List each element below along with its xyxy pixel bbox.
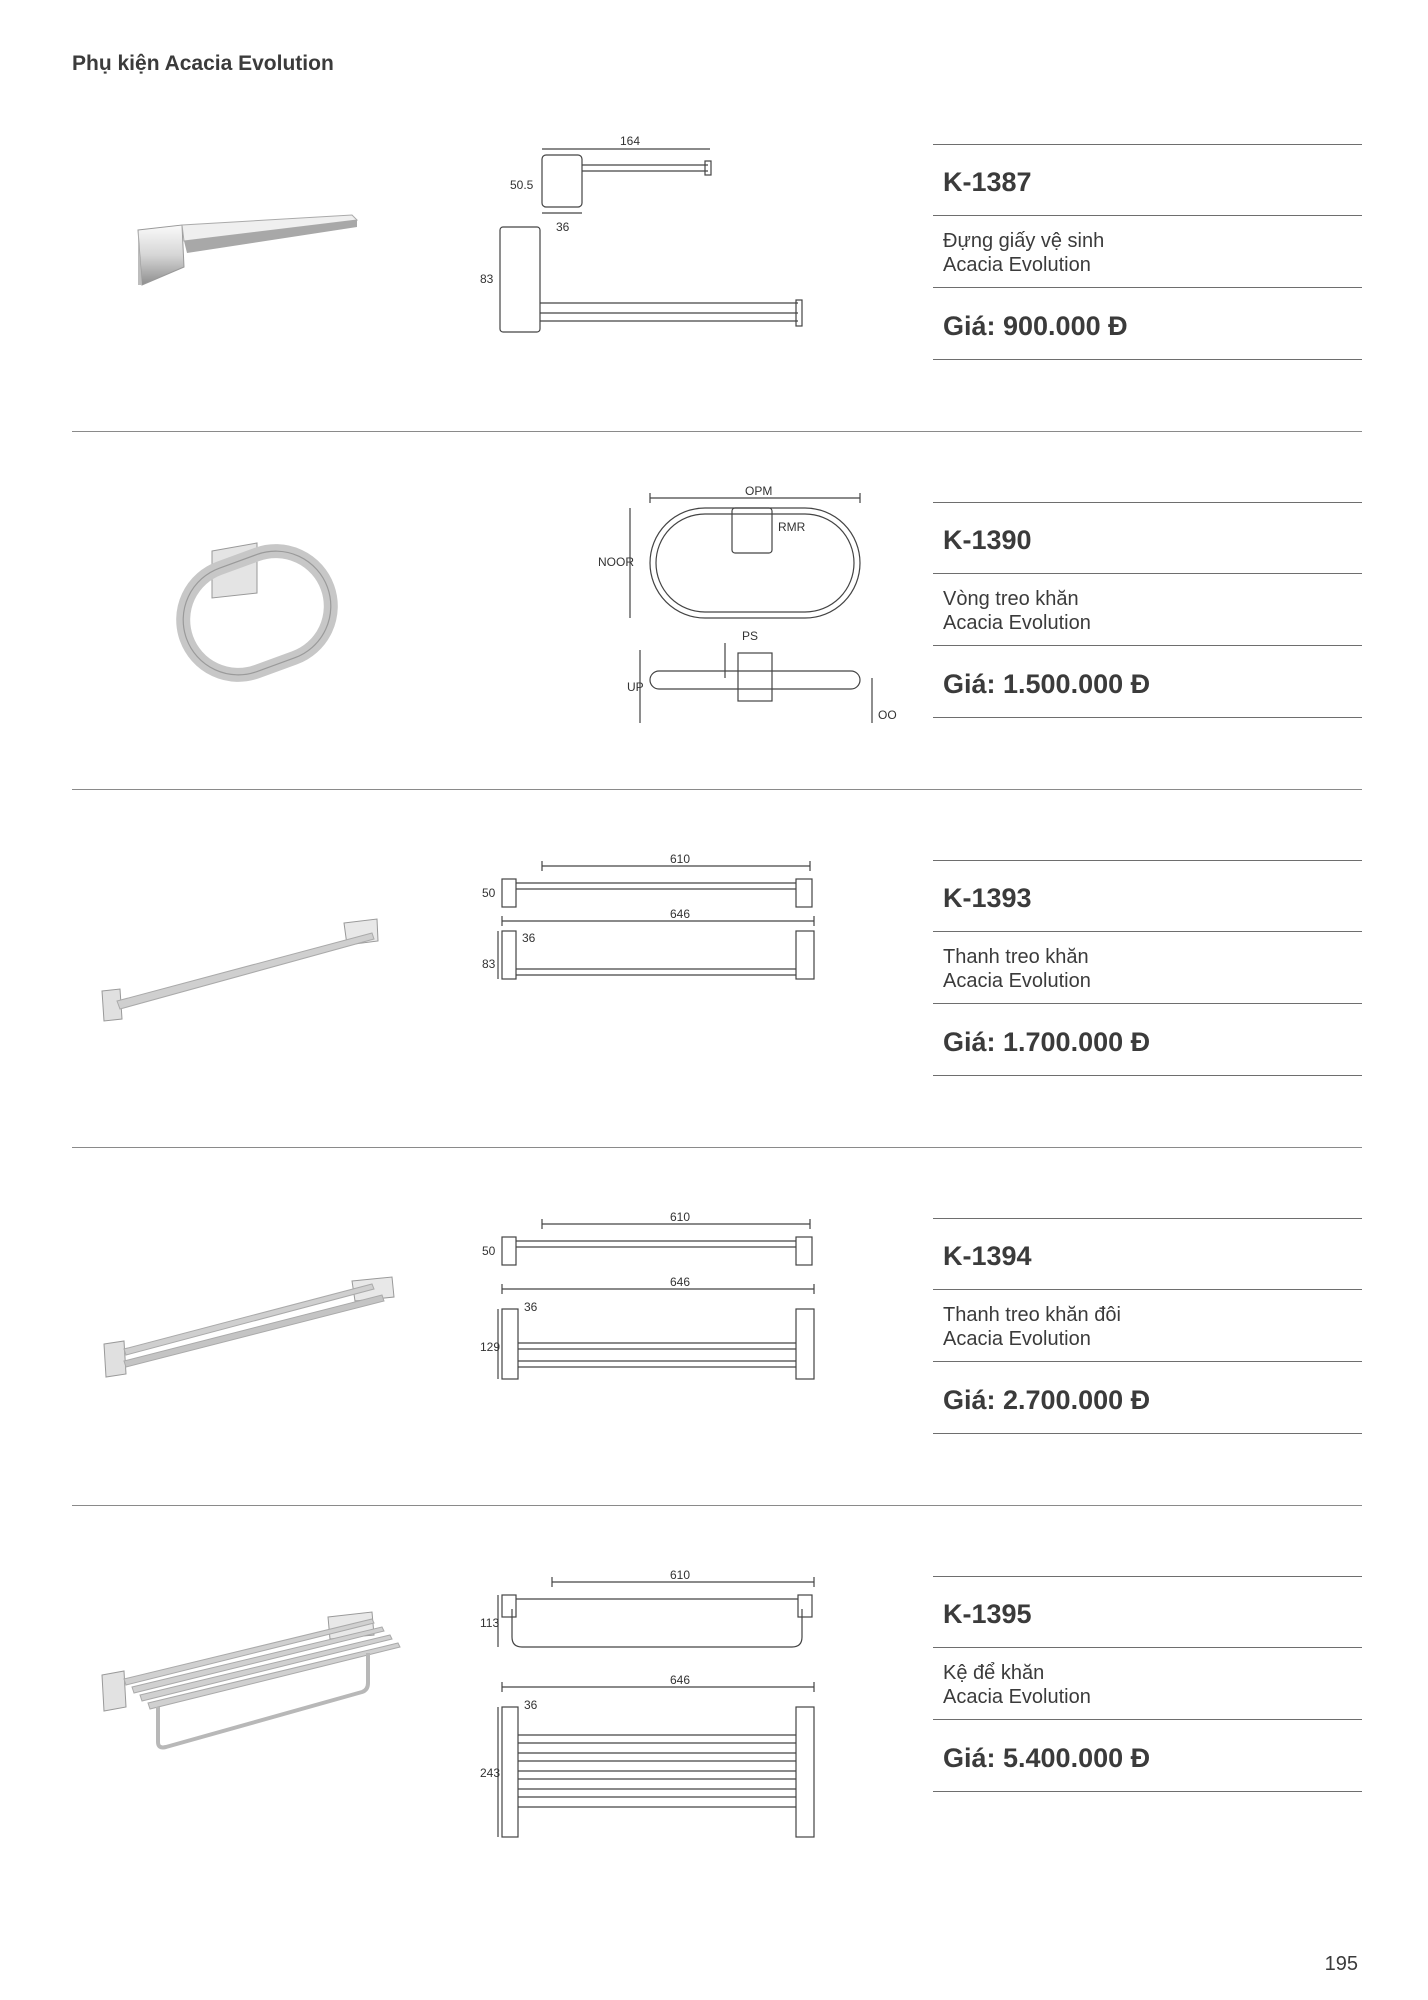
dimension-label: 83 — [482, 957, 496, 971]
page-title: Phụ kiện Acacia Evolution — [72, 52, 334, 75]
dimension-label: 36 — [524, 1698, 538, 1712]
product-price: Giá: 900.000 Đ — [943, 311, 1128, 341]
divider — [72, 1505, 1362, 1506]
dimension-label: 646 — [670, 1673, 691, 1687]
technical-drawing — [480, 1557, 950, 1915]
product-k1395 — [72, 1557, 1362, 1915]
divider — [72, 1147, 1362, 1148]
product-k1390 — [72, 483, 1362, 841]
technical-drawing — [480, 841, 950, 1199]
technical-drawing — [480, 1199, 950, 1557]
dimension-label: 36 — [522, 931, 536, 945]
dimension-label: 129 — [480, 1340, 501, 1354]
technical-drawing — [480, 125, 950, 483]
dimension-label: 610 — [670, 1210, 691, 1224]
dimension-label: UP — [627, 680, 644, 694]
dimension-label: OO — [878, 708, 897, 722]
dimension-label: 610 — [670, 852, 691, 866]
product-code: K-1393 — [943, 883, 1032, 913]
product-code: K-1395 — [943, 1599, 1032, 1629]
divider — [72, 431, 1362, 432]
divider — [72, 789, 1362, 790]
dimension-label: PS — [742, 629, 759, 643]
dimension-label: 646 — [670, 1275, 691, 1289]
product-price: Giá: 1.500.000 Đ — [943, 669, 1151, 699]
product-photo-towel-ring — [72, 483, 462, 841]
dimension-label: 50 — [482, 886, 496, 900]
product-price: Giá: 2.700.000 Đ — [943, 1385, 1151, 1415]
dimension-label: NOOR — [598, 555, 634, 569]
product-photo-paper-holder — [72, 125, 462, 483]
product-k1394 — [72, 1199, 1362, 1557]
product-name: Thanh treo khăn đôi — [943, 1304, 1121, 1326]
product-series: Acacia Evolution — [943, 1686, 1091, 1708]
product-code: K-1390 — [943, 525, 1032, 555]
product-k1393 — [72, 841, 1362, 1199]
page-number: 195 — [1324, 1953, 1358, 1975]
dimension-label: 243 — [480, 1766, 501, 1780]
product-price: Giá: 1.700.000 Đ — [943, 1027, 1151, 1057]
dimension-label: 610 — [670, 1568, 691, 1582]
product-code: K-1387 — [943, 167, 1032, 197]
product-code: K-1394 — [943, 1241, 1032, 1271]
dimension-label: 113 — [480, 1616, 500, 1630]
product-info — [933, 1199, 1362, 1557]
dimension-label: 50.5 — [510, 178, 534, 192]
dimension-label: OPM — [745, 484, 773, 498]
product-k1387 — [72, 125, 1362, 483]
dimension-label: 50 — [482, 1244, 496, 1258]
dimension-label: 646 — [670, 907, 691, 921]
dimension-label: RMR — [778, 520, 806, 534]
dimension-label: 164 — [620, 134, 641, 148]
product-info — [933, 125, 1362, 483]
dimension-label: 36 — [556, 220, 570, 234]
dimension-label: 83 — [480, 272, 494, 286]
product-series: Acacia Evolution — [943, 254, 1091, 276]
product-info — [933, 841, 1362, 1199]
product-name: Đựng giấy vệ sinh — [943, 230, 1105, 252]
product-info — [933, 1557, 1362, 1915]
product-name: Vòng treo khăn — [943, 588, 1079, 610]
technical-drawing — [480, 483, 950, 841]
product-name: Kệ để khăn — [943, 1662, 1045, 1684]
product-photo-double-towel-bar — [72, 1199, 462, 1557]
product-info — [933, 483, 1362, 841]
product-series: Acacia Evolution — [943, 970, 1091, 992]
product-series: Acacia Evolution — [943, 612, 1091, 634]
product-price: Giá: 5.400.000 Đ — [943, 1743, 1151, 1773]
product-series: Acacia Evolution — [943, 1328, 1091, 1350]
product-photo-towel-bar — [72, 841, 462, 1199]
dimension-label: 36 — [524, 1300, 538, 1314]
product-photo-towel-shelf — [72, 1557, 462, 1915]
product-name: Thanh treo khăn — [943, 946, 1089, 968]
